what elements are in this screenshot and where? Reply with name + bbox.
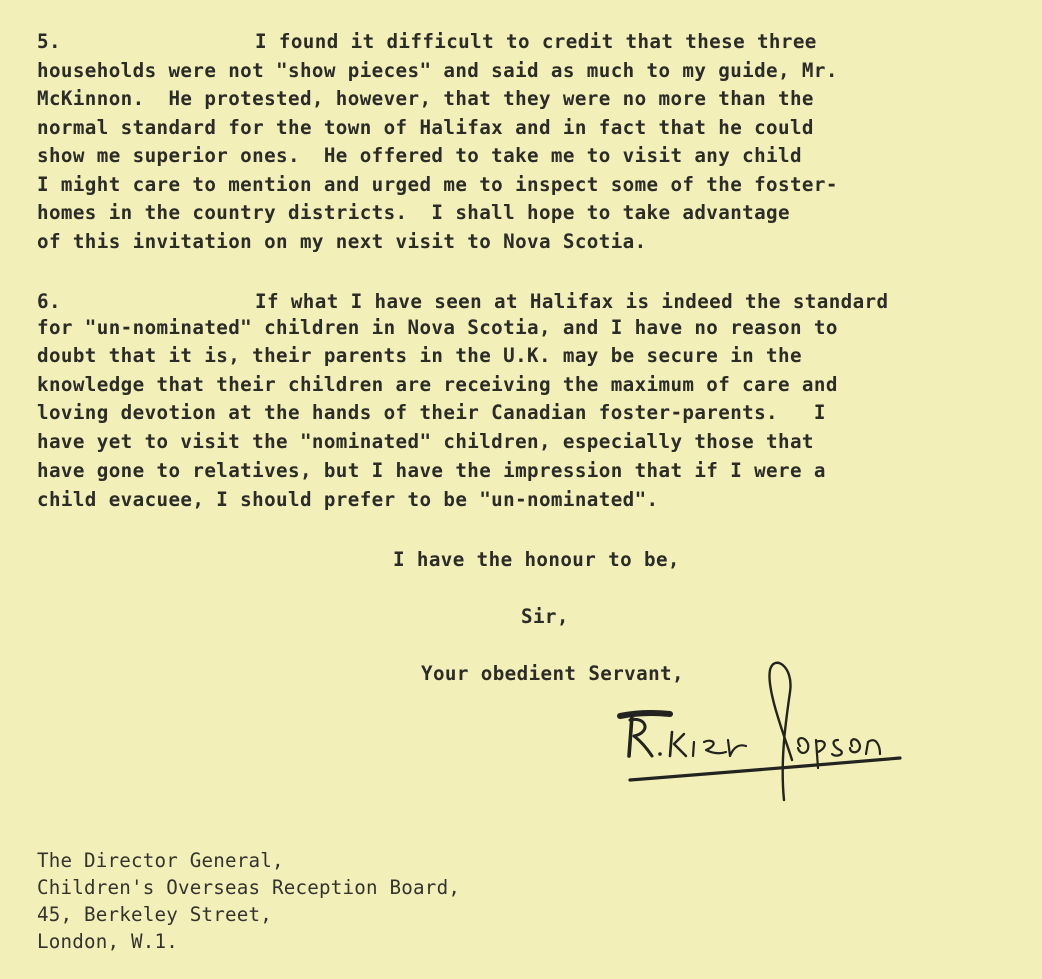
paragraph-line: loving devotion at the hands of their Canadian foster-parents. I — [37, 401, 826, 424]
paragraph-line: knowledge that their children are receiving the maximum of care and — [37, 373, 838, 396]
paragraph-line: I might care to mention and urged me to inspect some of the foster- — [37, 173, 838, 196]
address-line: 45, Berkeley Street, — [37, 903, 273, 926]
paragraph-line: McKinnon. He protested, however, that they were no more than the — [37, 87, 814, 110]
paragraph-number: 5. — [37, 30, 61, 53]
paragraph-line: normal standard for the town of Halifax and in fact that he could — [37, 116, 814, 139]
paragraph-number: 6. — [37, 290, 61, 313]
paragraph-line: homes in the country districts. I shall hope to take advantage — [37, 201, 790, 224]
address-line: Children's Overseas Reception Board, — [37, 876, 461, 899]
handwritten-signature — [610, 650, 910, 810]
paragraph-line: households were not "show pieces" and said as much to my guide, Mr. — [37, 59, 838, 82]
paragraph-line: of this invitation on my next visit to Nova Scotia. — [37, 230, 647, 253]
paragraph-line: child evacuee, I should prefer to be "un-nominated". — [37, 488, 659, 511]
address-line: The Director General, — [37, 849, 284, 872]
paragraph-line: have yet to visit the "nominated" children, especially those that — [37, 430, 814, 453]
address-line: London, W.1. — [37, 930, 179, 953]
paragraph-line: show me superior ones. He offered to take me to visit any child — [37, 144, 802, 167]
paragraph-lead: I found it difficult to credit that these three — [255, 30, 817, 53]
paragraph-line: for "un-nominated" children in Nova Scotia, and I have no reason to — [37, 316, 838, 339]
closing-honour: I have the honour to be, — [393, 548, 680, 571]
closing-salutation: Sir, — [521, 605, 569, 628]
paragraph-line: doubt that it is, their parents in the U.K. may be secure in the — [37, 344, 802, 367]
paragraph-lead: If what I have seen at Halifax is indeed the standard — [255, 290, 889, 313]
paragraph-line: have gone to relatives, but I have the impression that if I were a — [37, 459, 826, 482]
closing-servant: Your obedient Servant, — [421, 662, 684, 685]
